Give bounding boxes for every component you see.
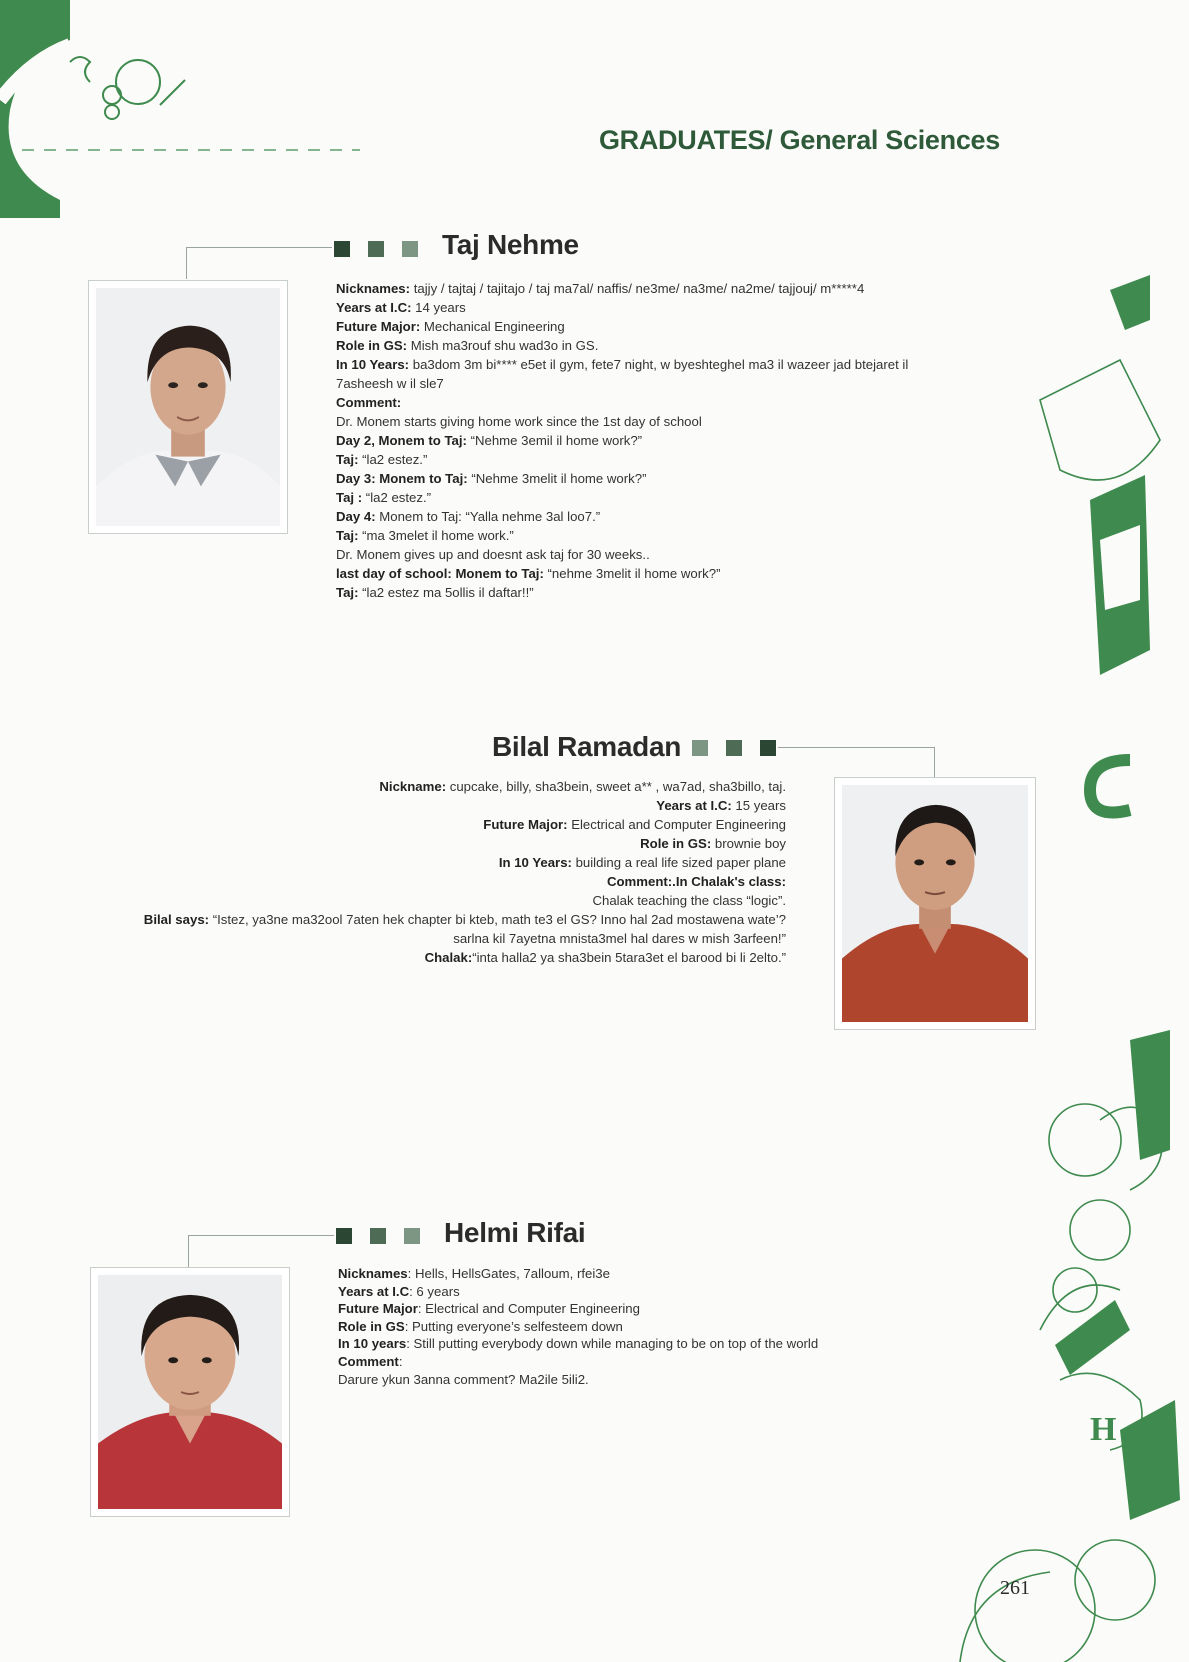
- square-icon: [726, 740, 742, 756]
- graduate-photo-frame: [90, 1267, 290, 1517]
- info-row: Nicknames: tajjy / tajtaj / tajitajo / taj ma7al/ naffis/ ne3me/ na3me/ na2me/ tajjouj/ m*****4: [336, 281, 865, 296]
- info-row: Role in GS: Putting everyone’s selfesteem down: [338, 1318, 623, 1334]
- info-row: Day 3: Monem to Taj: “Nehme 3melit il home work?”: [336, 471, 647, 486]
- info-row: Future Major: Electrical and Computer Engineering: [483, 817, 786, 832]
- info-row: Taj: “la2 estez.”: [336, 452, 428, 467]
- info-row: Day 2, Monem to Taj: “Nehme 3emil il home work?”: [336, 433, 643, 448]
- graduate-photo: [96, 288, 280, 526]
- graduate-photo-frame: [88, 280, 288, 534]
- decorative-squares: [336, 1228, 420, 1244]
- connector-line: [188, 1235, 334, 1236]
- graduate-photo: [98, 1275, 282, 1509]
- info-row: Chalak:“inta halla2 ya sha3bein 5tara3et el barood bi li 2elto.”: [424, 950, 786, 965]
- square-icon: [334, 241, 350, 257]
- info-row: Future Major: Electrical and Computer Engineering: [338, 1301, 640, 1317]
- decorative-squares: [692, 740, 776, 756]
- decorative-squares: [334, 241, 418, 257]
- info-row: Years at I.C: 15 years: [656, 798, 786, 813]
- graduate-name: Taj Nehme: [442, 229, 579, 260]
- info-row: 7asheesh w il sle7: [336, 376, 444, 391]
- square-icon: [336, 1228, 352, 1244]
- graduate-name: Helmi Rifai: [444, 1217, 586, 1248]
- info-row: Comment:.In Chalak's class:: [606, 874, 786, 889]
- connector-line: [186, 247, 187, 279]
- info-row: sarlna kil 7ayetna mnista3mel hal dares w mish 3arfeen!”: [453, 931, 786, 946]
- square-icon: [370, 1228, 386, 1244]
- page-number: 261: [1000, 1577, 1030, 1599]
- square-icon: [402, 241, 418, 257]
- graduate-info: [80, 777, 786, 967]
- info-row: Comment:: [336, 395, 402, 410]
- info-row: Nickname: cupcake, billy, sha3bein, sweet a** , wa7ad, sha3billo, taj.: [379, 779, 786, 794]
- info-row: last day of school: Monem to Taj: “nehme 3melit il home work?”: [336, 566, 721, 581]
- info-row: Taj: “ma 3melet il home work.”: [336, 528, 514, 543]
- square-icon: [368, 241, 384, 257]
- info-row: Chalak teaching the class “logic”.: [592, 893, 786, 908]
- info-row: In 10 Years: ba3dom 3m bi**** e5et il gym, fete7 night, w byeshteghel ma3 il wazeer jad btejaret il: [336, 357, 909, 372]
- info-row: Dr. Monem starts giving home work since the 1st day of school: [336, 414, 702, 429]
- info-row: Dr. Monem gives up and doesnt ask taj for 30 weeks..: [336, 547, 650, 562]
- graduate-info: [336, 279, 908, 602]
- info-row: Role in GS: brownie boy: [640, 836, 786, 851]
- info-row: Role in GS: Mish ma3rouf shu wad3o in GS.: [336, 338, 599, 353]
- connector-line: [188, 1235, 189, 1267]
- page-header-title: GRADUATES/ General Sciences: [598, 125, 1000, 155]
- graduate-photo-frame: [834, 777, 1036, 1030]
- info-row: Future Major: Mechanical Engineering: [336, 319, 565, 334]
- connector-line: [186, 247, 332, 248]
- square-icon: [760, 740, 776, 756]
- connector-line: [778, 747, 934, 748]
- info-row: Day 4: Monem to Taj: “Yalla nehme 3al loo7.”: [336, 509, 601, 524]
- graduate-info: [338, 1265, 818, 1388]
- info-row: Years at I.C: 14 years: [336, 300, 466, 315]
- info-row: Taj: “la2 estez ma 5ollis il daftar!!”: [336, 585, 534, 600]
- connector-line: [934, 747, 935, 777]
- info-row: Comment:: [338, 1353, 403, 1369]
- info-row: In 10 Years: building a real life sized paper plane: [498, 855, 786, 870]
- info-row: Nicknames: Hells, HellsGates, 7alloum, rfei3e: [338, 1266, 610, 1281]
- svg-text:H: H: [1090, 1411, 1117, 1448]
- info-row: Years at I.C: 6 years: [338, 1283, 460, 1299]
- info-row: In 10 years: Still putting everybody down while managing to be on top of the world: [338, 1336, 819, 1352]
- info-row: Bilal says: “Istez, ya3ne ma32ool 7aten hek chapter bi kteb, math te3 el GS? Inno hal 2ad mostawena wate’?: [143, 912, 786, 927]
- graduate-name: Bilal Ramadan: [492, 731, 682, 762]
- info-row: Taj : “la2 estez.”: [336, 490, 432, 505]
- square-icon: [404, 1228, 420, 1244]
- info-row: Darure ykun 3anna comment? Ma2ile 5ili2.: [338, 1371, 589, 1387]
- graduate-photo: [842, 785, 1028, 1022]
- square-icon: [692, 740, 708, 756]
